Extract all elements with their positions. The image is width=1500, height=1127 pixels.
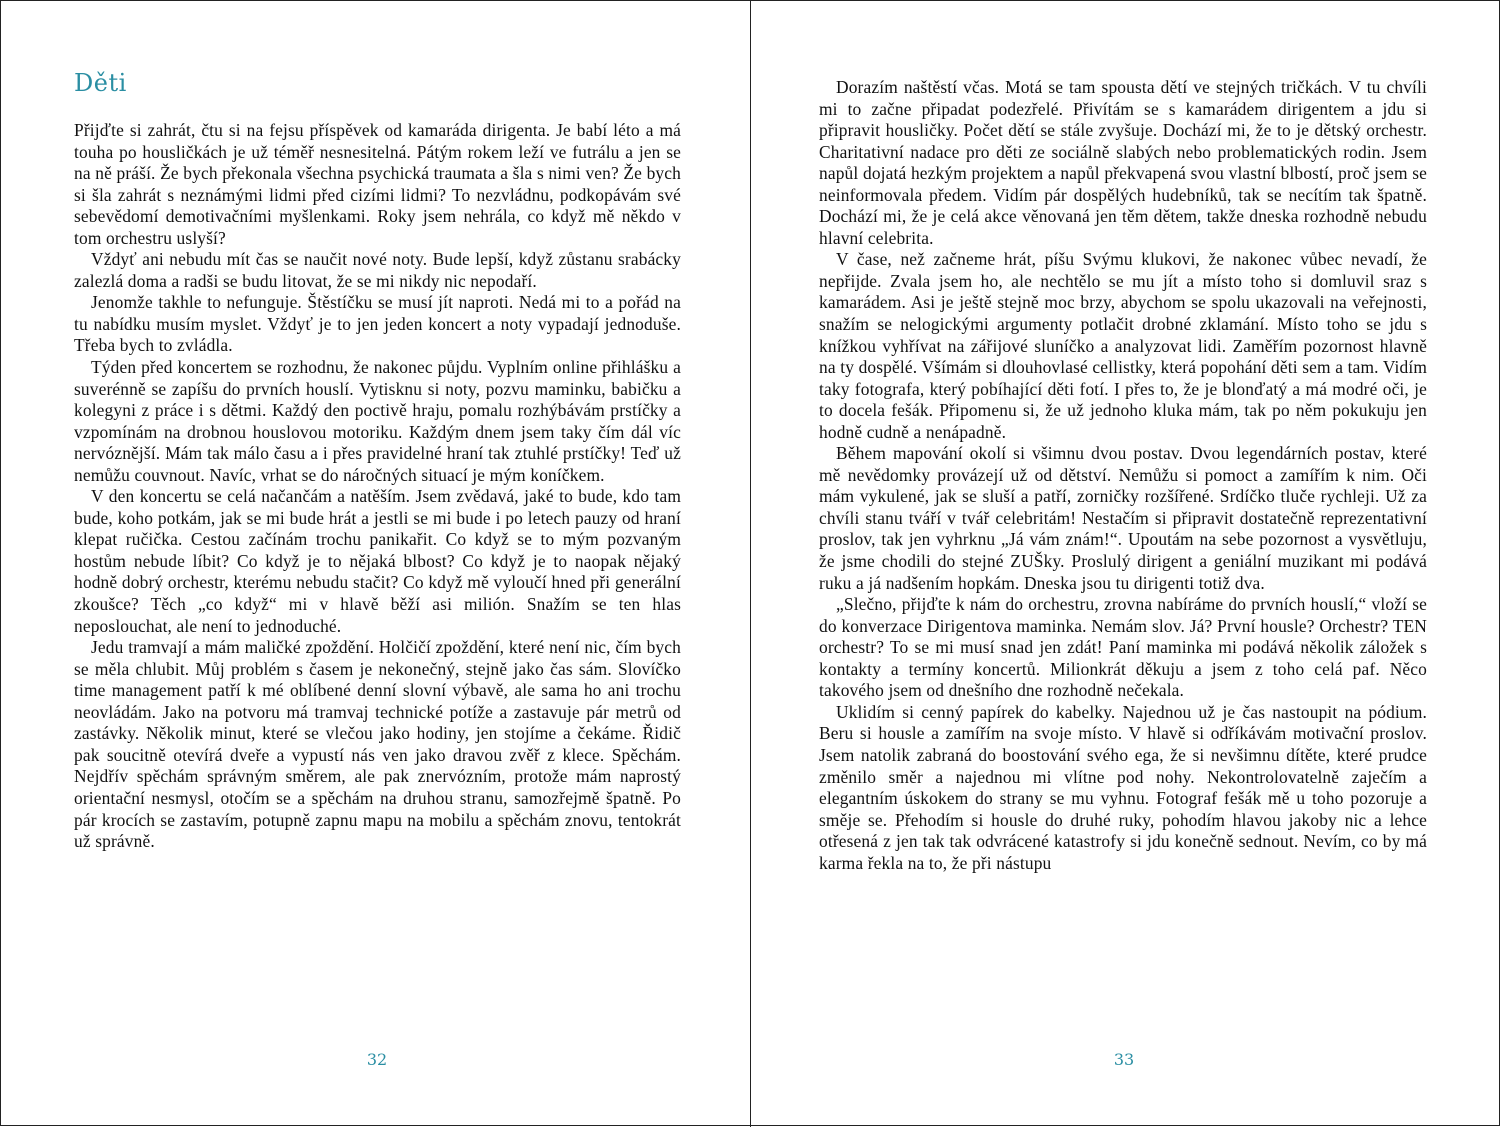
- paragraph: Týden před koncertem se rozhodnu, že nakonec půjdu. Vyplním online přihlášku a suverénně se zapíšu do prvních houslí. Vytisknu si noty, pozvu maminku, babičku a kolegyni z práce i s dětmi. Každý den poctivě hraju, pomalu rozhýbávám prstíčky a vzpomínám na drobnou houslovou motoriku. Každým dnem jsem taky čím dál víc nervóznější. Mám tak málo času a i přes pravidelné hraní tak ztuhlé prstíčky! Teď už nemůžu couvnout. Navíc, vrhat se do náročných situací je mým koníčkem.: [74, 357, 681, 485]
- page-number: 33: [1113, 1050, 1135, 1069]
- paragraph: V den koncertu se celá načančám a natěším. Jsem zvědavá, jaké to bude, kdo tam bude, koho potkám, jak se mi bude hrát a jestli se mi bude i po letech pauzy od hraní klepat ručička. Cestou začínám trochu panikařit. Co když se to mým pozvaným hostům nebude líbit? Co když je to nějaká blbost? Co když je to naopak nějaký hodně dobrý orchestr, kterému nebudu stačit? Co když mě vyloučí hned při generální zkoušce? Těch „co když“ mi v hlavě běží asi milión. Snažím se ten hlas neposlouchat, ale není to jednoduché.: [74, 486, 681, 636]
- left-page: [1, 1, 750, 1127]
- paragraph: Uklidím si cenný papírek do kabelky. Najednou už je čas nastoupit na pódium. Beru si housle a zamířím na svoje místo. V hlavě si odříkávám motivační proslov. Jsem natolik zabraná do boostování svého ega, že si nevšimnu dítěte, které prudce změnilo směr a najednou mi vlítne pod nohy. Nekontrolovatelně zaječím a elegantním úskokem do strany se mu vyhnu. Fotograf fešák mě u toho pozoruje a směje se. Přehodím si housle do druhé ruky, pohodím hlavou jakoby nic a lehce otřesená z jen tak tak odvrácené katastrofy si jdu konečně sednout. Nevím, co by má karma řekla na to, že při nástupu: [819, 701, 1427, 873]
- page-number: 32: [366, 1050, 388, 1069]
- paragraph: „Slečno, přijďte k nám do orchestru, zrovna nabíráme do prvních houslí,“ vloží se do konverzace Dirigentova maminka. Nemám slov. Já? První housle? Orchestr? TEN orchestr? To se mi musí snad jen zdát! Paní maminka mi podává několik záložek s kontakty a termíny koncertů. Milionkrát děkuju a jsem z toho celá paf. Něco takového jsem od dnešního dne rozhodně nečekala.: [819, 594, 1427, 701]
- paragraph: Přijďte si zahrát, čtu si na fejsu příspěvek od kamaráda dirigenta. Je babí léto a má touha po housličkách je už téměř nesnesitelná. Pátým rokem leží ve futrálu a jen se na ně práší. Že bych překonala všechna psychická traumata a šla s nimi ven? Že bych si šla zahrát s neznámými lidmi před cizími lidmi? To nezvládnu, podkopávám své sebevědomí demotivačními myšlenkami. Roky jsem nehrála, co když mě někdo v tom orchestru uslyší?: [74, 120, 681, 248]
- left-page-body: [74, 120, 681, 853]
- right-page: [751, 1, 1500, 1127]
- paragraph: Jenomže takhle to nefunguje. Štěstíčku se musí jít naproti. Nedá mi to a pořád na tu nabídku musím myslet. Vždyť je to jen jeden koncert a noty vypadají jednoduše. Třeba bych to zvládla.: [74, 292, 681, 356]
- paragraph: V čase, než začneme hrát, píšu Svýmu klukovi, že nakonec vůbec nevadí, že nepřijde. Zvala jsem ho, ale nechtělo se mu jít a místo toho si domluvil sraz s kamarádem. Asi je ještě stejně moc brzy, abychom se spolu ukazovali na veřejnosti, snažím se nelogickými argumenty potlačit drobné zklamání. Místo toho se jdu s knížkou vyhřívat na zářijové sluníčko a analyzovat lidi. Zaměřím pozornost hlavně na ty dospělé. Všímám si dlouhovlasé cellistky, která popohání děti sem a tam. Vidím taky fotografa, který pobíhající děti fotí. I přes to, že je blonďatý a má modré oči, je to docela fešák. Připomenu si, že už jednoho kluka mám, tak po něm pokukuju jen hodně cudně a nenápadně.: [819, 249, 1427, 442]
- paragraph: Dorazím naštěstí včas. Motá se tam spousta dětí ve stejných tričkách. V tu chvíli mi to začne připadat podezřelé. Přivítám se s kamarádem dirigentem a jdu si připravit housličky. Počet dětí se stále zvyšuje. Dochází mi, že to je dětský orchestr. Charitativní nadace pro děti ze sociálně slabých nebo problematických rodin. Jsem napůl dojatá hezkým projektem a napůl překvapená svou vlastní blbostí, proč jsem se neinformovala předem. Vidím pár dospělých hudebníků, tak se necítím tak špatně. Dochází mi, že je celá akce věnovaná jen těm dětem, takže dneska rozhodně nebudu hlavní celebrita.: [819, 77, 1427, 248]
- paragraph: Vždyť ani nebudu mít čas se naučit nové noty. Bude lepší, když zůstanu srabácky zalezlá doma a radši se budu litovat, že se mi nikdy nic nepodaří.: [74, 249, 681, 291]
- paragraph: Během mapování okolí si všimnu dvou postav. Dvou legendárních postav, které mě nevědomky provázejí už od dětství. Nemůžu si pomoct a zamířím k nim. Oči mám vykulené, jak se sluší a patří, zorničky rozšířené. Srdíčko tluče rychleji. Už za chvíli stanu tváří v tvář celebritám! Nestačím si připravit dostatečně reprezentativní proslov, tak jen vyhrknu „Já vám znám!“. Upoutám na sebe pozornost a vysvětluju, že jsme chodili do stejné ZUŠky. Proslulý dirigent a geniální muzikant mi podává ruku a já nadšením hopkám. Dneska jsou tu dirigenti totiž dva.: [819, 443, 1427, 593]
- paragraph: Jedu tramvají a mám maličké zpoždění. Holčičí zpoždění, které není nic, čím bych se měla chlubit. Můj problém s časem je nekonečný, stejně jako čas sám. Slovíčko time management patří k mé oblíbené denní slovní výbavě, ale sama ho ani trochu neovládám. Jako na potvoru má tramvaj technické potíže a zastavuje pár metrů od zastávky. Několik minut, které se vlečou jako hodiny, jen stojíme a čekáme. Řidič pak soucitně otevírá dveře a vypustí nás ven jako dravou zvěř z klece. Spěchám. Nejdřív spěchám správným směrem, ale pak znervózním, protože mám naprostý orientační nesmysl, otočím se a spěchám na druhou stranu, samozřejmě špatně. Po pár krocích se zastavím, potupně zapnu mapu na mobilu a spěchám znovu, tentokrát už správně.: [74, 637, 681, 852]
- chapter-title: Děti: [74, 69, 127, 97]
- right-page-body: [819, 77, 1427, 874]
